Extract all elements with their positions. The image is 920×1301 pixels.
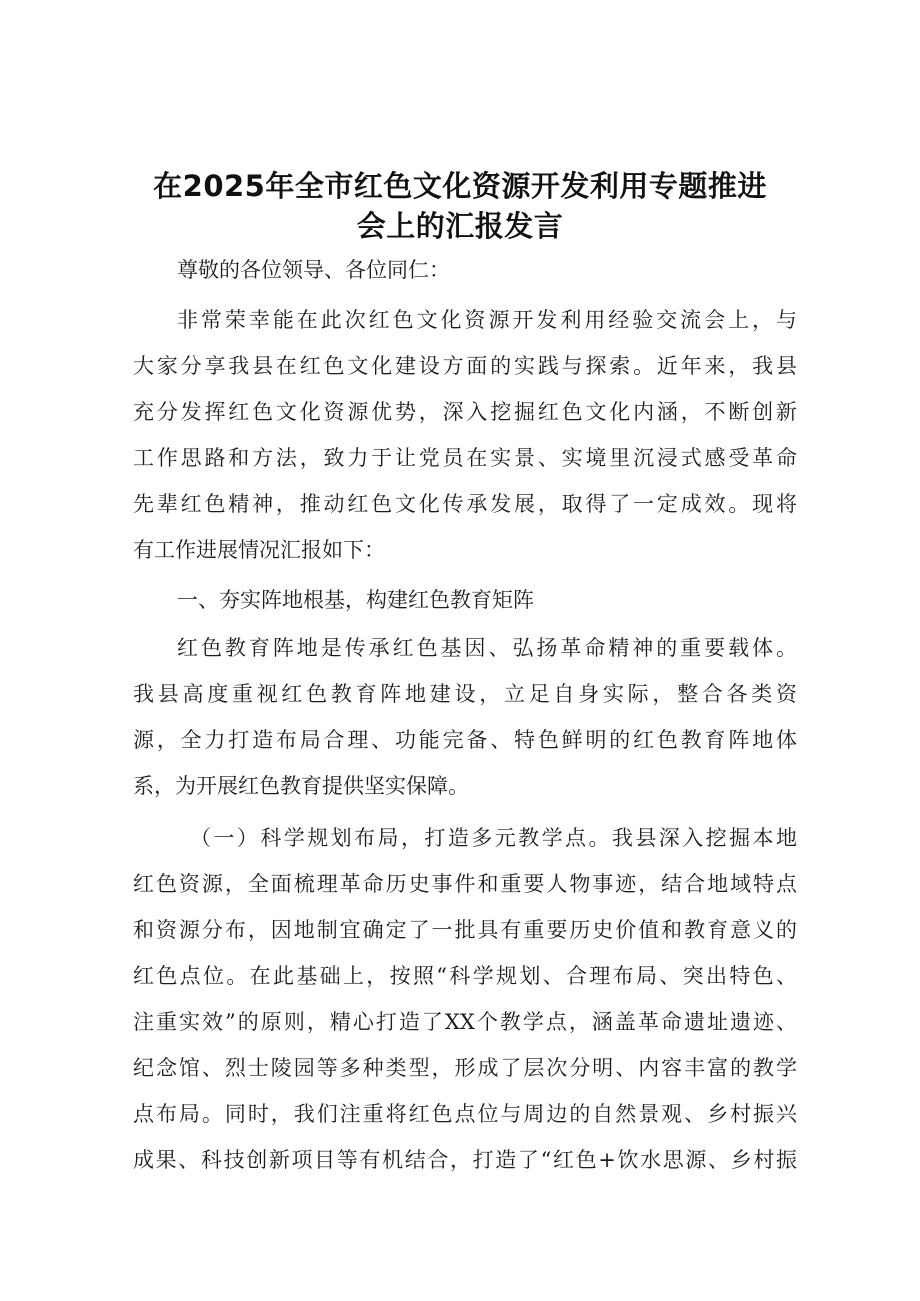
paragraph-2-line: 我县高度重视红色教育阵地建设，立足自身实际，整合各类资: [133, 682, 797, 706]
paragraph-1-line: 有工作进展情况汇报如下：: [133, 538, 385, 562]
paragraph-1-line: 大家分享我县在红色文化建设方面的实践与探索。近年来，我县: [133, 354, 797, 378]
section-1-heading: 一、夯实阵地根基，构建红色教育矩阵: [177, 588, 534, 612]
paragraph-3-line: 注重实效”的原则，精心打造了XX个教学点，涵盖革命遗址遗迹、: [133, 1010, 797, 1034]
document-title-line-2: 会上的汇报发言: [356, 209, 564, 243]
paragraph-3-line: 红色点位。在此基础上，按照“科学规划、合理布局、突出特色、: [133, 964, 797, 988]
paragraph-3-line: （一）科学规划布局，打造多元教学点。我县深入挖掘本地: [190, 826, 797, 850]
paragraph-1-line: 工作思路和方法，致力于让党员在实景、实境里沉浸式感受革命: [133, 446, 797, 470]
paragraph-3-line: 纪念馆、烈士陵园等多种类型，形成了层次分明、内容丰富的教学: [133, 1056, 797, 1080]
paragraph-1-line: 充分发挥红色文化资源优势，深入挖掘红色文化内涵，不断创新: [133, 400, 797, 424]
paragraph-2-line: 红色教育阵地是传承红色基因、弘扬革命精神的重要载体。: [177, 636, 797, 660]
paragraph-3-line: 和资源分布，因地制宜确定了一批具有重要历史价值和教育意义的: [133, 918, 797, 942]
document-title-line-1: 在2025年全市红色文化资源开发利用专题推进: [153, 169, 767, 203]
paragraph-3-line: 成果、科技创新项目等有机结合，打造了“红色+饮水思源、乡村振: [133, 1148, 797, 1172]
paragraph-2-line: 系，为开展红色教育提供坚实保障。: [133, 774, 469, 798]
paragraph-1-line: 非常荣幸能在此次红色文化资源开发利用经验交流会上，与: [177, 308, 797, 332]
salutation: 尊敬的各位领导、各位同仁：: [177, 258, 450, 282]
paragraph-3-line: 点布局。同时，我们注重将红色点位与周边的自然景观、乡村振兴: [133, 1102, 797, 1126]
paragraph-1-line: 先辈红色精神，推动红色文化传承发展，取得了一定成效。现将: [133, 492, 797, 516]
paragraph-2-line: 源，全力打造布局合理、功能完备、特色鲜明的红色教育阵地体: [133, 728, 797, 752]
paragraph-3-line: 红色资源，全面梳理革命历史事件和重要人物事迹，结合地域特点: [133, 872, 797, 896]
